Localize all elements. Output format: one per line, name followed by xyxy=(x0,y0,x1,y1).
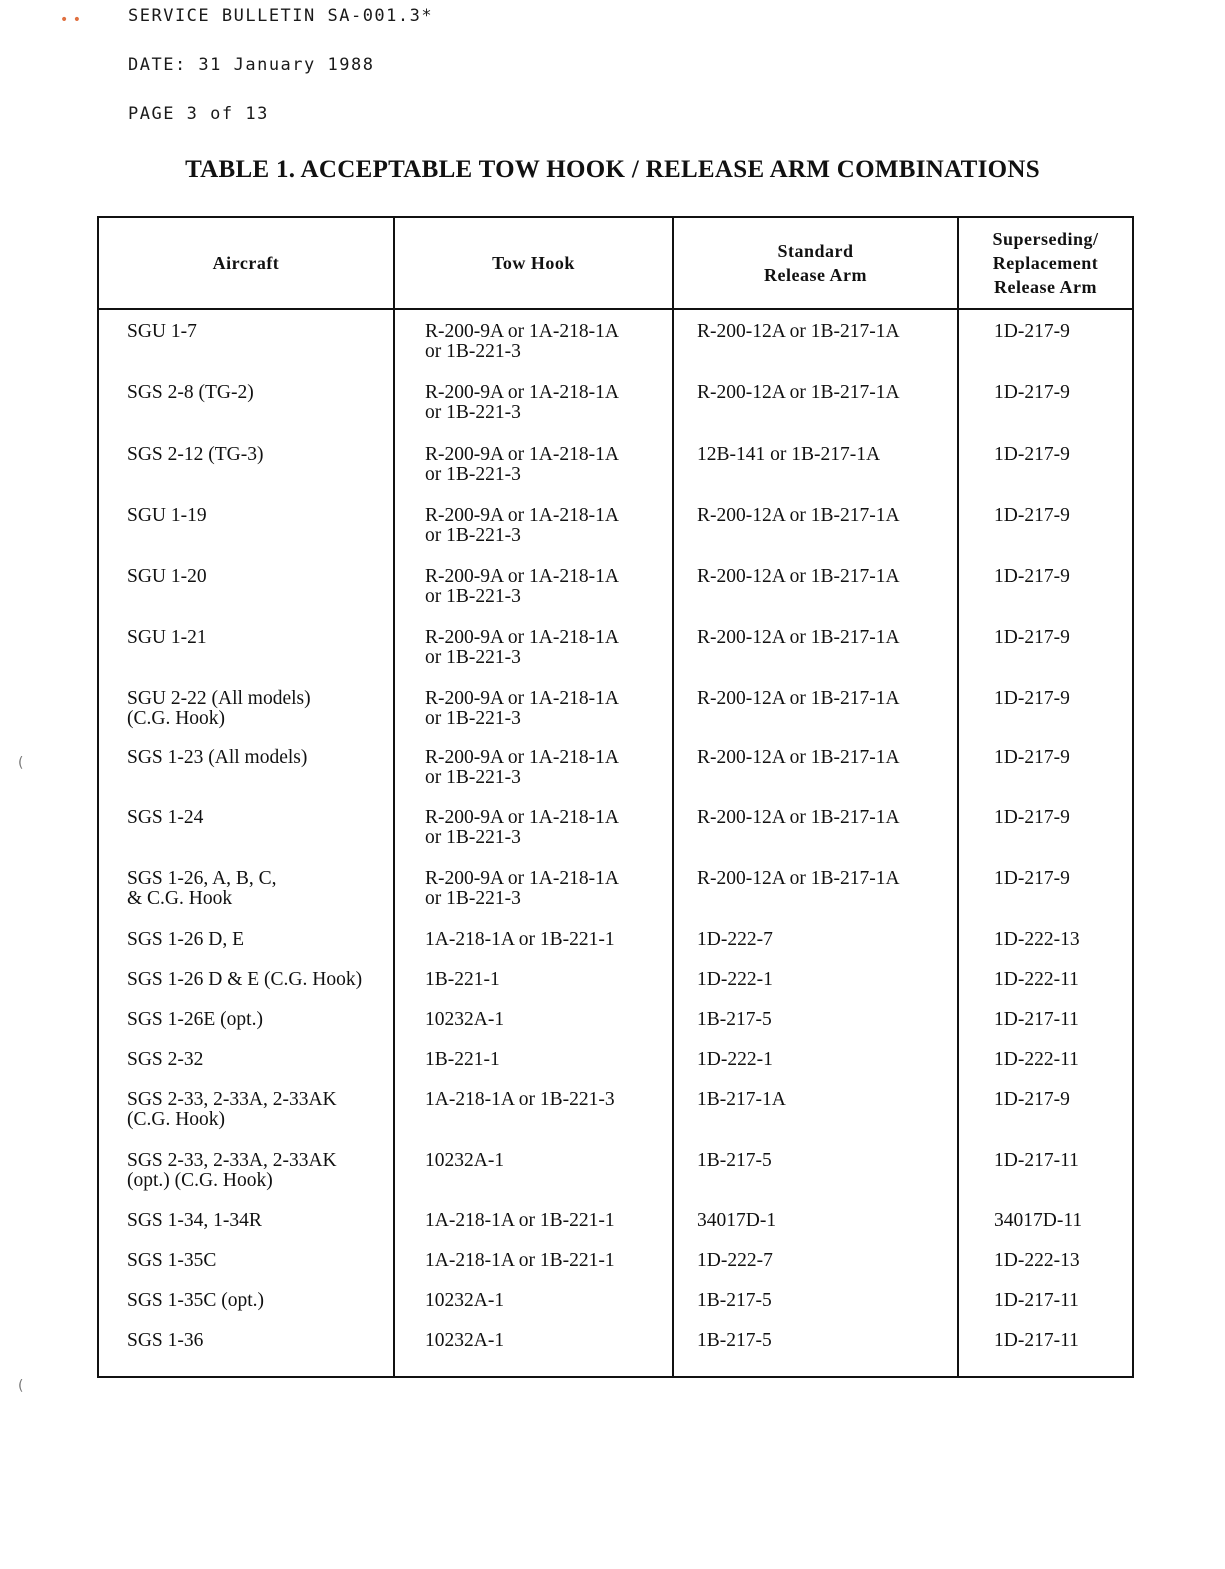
cell-tow-hook: R-200-9A or 1A-218-1A or 1B-221-3 xyxy=(425,382,619,423)
column-divider xyxy=(393,218,395,1376)
cell-tow-hook: 10232A-1 xyxy=(425,1009,505,1030)
table-title: TABLE 1. ACCEPTABLE TOW HOOK / RELEASE ARM COMBINATIONS xyxy=(185,156,1040,183)
cell-aircraft: SGS 1-26 D, E xyxy=(127,929,245,950)
cell-standard-release-arm: R-200-12A or 1B-217-1A xyxy=(697,807,900,828)
cell-standard-release-arm: 1D-222-7 xyxy=(697,929,773,950)
cell-standard-release-arm: 1D-222-7 xyxy=(697,1250,773,1271)
cell-aircraft: SGS 1-35C xyxy=(127,1250,217,1271)
cell-replacement-release-arm: 1D-217-9 xyxy=(994,321,1070,342)
cell-tow-hook: R-200-9A or 1A-218-1A or 1B-221-3 xyxy=(425,505,619,546)
cell-aircraft: SGU 1-20 xyxy=(127,566,207,587)
cell-tow-hook: 1A-218-1A or 1B-221-1 xyxy=(425,929,615,950)
cell-tow-hook: 1A-218-1A or 1B-221-3 xyxy=(425,1089,615,1110)
column-header-tow-hook: Tow Hook xyxy=(492,253,575,273)
cell-standard-release-arm: R-200-12A or 1B-217-1A xyxy=(697,505,900,526)
cell-replacement-release-arm: 1D-217-9 xyxy=(994,868,1070,889)
cell-replacement-release-arm: 1D-217-11 xyxy=(994,1290,1079,1311)
cell-tow-hook: R-200-9A or 1A-218-1A or 1B-221-3 xyxy=(425,807,619,848)
scan-speck: • • xyxy=(60,12,81,28)
cell-aircraft: SGS 2-33, 2-33A, 2-33AK (opt.) (C.G. Hook) xyxy=(127,1150,337,1191)
cell-standard-release-arm: R-200-12A or 1B-217-1A xyxy=(697,321,900,342)
cell-replacement-release-arm: 1D-217-9 xyxy=(994,505,1070,526)
cell-aircraft: SGS 1-23 (All models) xyxy=(127,747,308,768)
cell-standard-release-arm: R-200-12A or 1B-217-1A xyxy=(697,627,900,648)
cell-replacement-release-arm: 1D-217-9 xyxy=(994,382,1070,403)
cell-tow-hook: R-200-9A or 1A-218-1A or 1B-221-3 xyxy=(425,444,619,485)
combinations-table xyxy=(97,216,1134,1378)
cell-aircraft: SGS 2-32 xyxy=(127,1049,204,1070)
cell-aircraft: SGS 2-33, 2-33A, 2-33AK (C.G. Hook) xyxy=(127,1089,337,1130)
cell-aircraft: SGU 1-21 xyxy=(127,627,207,648)
cell-aircraft: SGS 2-12 (TG-3) xyxy=(127,444,264,465)
cell-standard-release-arm: 1B-217-5 xyxy=(697,1150,772,1171)
cell-standard-release-arm: R-200-12A or 1B-217-1A xyxy=(697,747,900,768)
scan-speck: ( xyxy=(18,755,24,771)
cell-tow-hook: R-200-9A or 1A-218-1A or 1B-221-3 xyxy=(425,747,619,788)
cell-tow-hook: 1A-218-1A or 1B-221-1 xyxy=(425,1210,615,1231)
cell-standard-release-arm: R-200-12A or 1B-217-1A xyxy=(697,382,900,403)
cell-tow-hook: R-200-9A or 1A-218-1A or 1B-221-3 xyxy=(425,321,619,362)
cell-replacement-release-arm: 1D-222-11 xyxy=(994,969,1079,990)
cell-standard-release-arm: 1B-217-5 xyxy=(697,1330,772,1351)
cell-tow-hook: R-200-9A or 1A-218-1A or 1B-221-3 xyxy=(425,688,619,729)
cell-standard-release-arm: 1D-222-1 xyxy=(697,1049,773,1070)
header-divider xyxy=(99,308,1132,310)
cell-tow-hook: R-200-9A or 1A-218-1A or 1B-221-3 xyxy=(425,566,619,607)
column-header-standard-release-arm: Standard Release Arm xyxy=(764,241,867,285)
cell-standard-release-arm: R-200-12A or 1B-217-1A xyxy=(697,566,900,587)
cell-replacement-release-arm: 1D-217-9 xyxy=(994,566,1070,587)
column-header-replacement-release-arm: Superseding/ Replacement Release Arm xyxy=(992,229,1099,297)
cell-tow-hook: 1A-218-1A or 1B-221-1 xyxy=(425,1250,615,1271)
cell-replacement-release-arm: 1D-217-11 xyxy=(994,1150,1079,1171)
cell-replacement-release-arm: 34017D-11 xyxy=(994,1210,1083,1231)
cell-tow-hook: 10232A-1 xyxy=(425,1330,505,1351)
cell-aircraft: SGS 1-26E (opt.) xyxy=(127,1009,263,1030)
cell-standard-release-arm: 1B-217-1A xyxy=(697,1089,786,1110)
scan-speck: ( xyxy=(18,1378,24,1394)
cell-tow-hook: 10232A-1 xyxy=(425,1290,505,1311)
cell-replacement-release-arm: 1D-222-13 xyxy=(994,929,1080,950)
cell-standard-release-arm: 34017D-1 xyxy=(697,1210,777,1231)
cell-aircraft: SGU 2-22 (All models) (C.G. Hook) xyxy=(127,688,311,729)
cell-tow-hook: 1B-221-1 xyxy=(425,1049,500,1070)
cell-aircraft: SGU 1-7 xyxy=(127,321,197,342)
cell-replacement-release-arm: 1D-217-9 xyxy=(994,807,1070,828)
cell-replacement-release-arm: 1D-222-11 xyxy=(994,1049,1079,1070)
cell-replacement-release-arm: 1D-217-9 xyxy=(994,747,1070,768)
column-header-aircraft: Aircraft xyxy=(212,253,280,273)
cell-standard-release-arm: R-200-12A or 1B-217-1A xyxy=(697,868,900,889)
cell-aircraft: SGS 1-36 xyxy=(127,1330,204,1351)
cell-standard-release-arm: 1B-217-5 xyxy=(697,1290,772,1311)
cell-tow-hook: 10232A-1 xyxy=(425,1150,505,1171)
cell-aircraft: SGS 1-26 D & E (C.G. Hook) xyxy=(127,969,363,990)
cell-replacement-release-arm: 1D-217-9 xyxy=(994,1089,1070,1110)
cell-tow-hook: R-200-9A or 1A-218-1A or 1B-221-3 xyxy=(425,627,619,668)
cell-tow-hook: 1B-221-1 xyxy=(425,969,500,990)
cell-aircraft: SGS 1-26, A, B, C, & C.G. Hook xyxy=(127,868,277,909)
cell-standard-release-arm: 12B-141 or 1B-217-1A xyxy=(697,444,881,465)
cell-replacement-release-arm: 1D-217-11 xyxy=(994,1009,1079,1030)
cell-replacement-release-arm: 1D-217-9 xyxy=(994,688,1070,709)
cell-replacement-release-arm: 1D-217-9 xyxy=(994,444,1070,465)
cell-aircraft: SGS 2-8 (TG-2) xyxy=(127,382,254,403)
cell-standard-release-arm: 1D-222-1 xyxy=(697,969,773,990)
bulletin-number: SERVICE BULLETIN SA-001.3* xyxy=(128,6,434,26)
cell-standard-release-arm: 1B-217-5 xyxy=(697,1009,772,1030)
column-divider xyxy=(957,218,959,1376)
bulletin-date: DATE: 31 January 1988 xyxy=(128,55,375,75)
cell-tow-hook: R-200-9A or 1A-218-1A or 1B-221-3 xyxy=(425,868,619,909)
cell-replacement-release-arm: 1D-217-11 xyxy=(994,1330,1079,1351)
cell-replacement-release-arm: 1D-222-13 xyxy=(994,1250,1080,1271)
cell-aircraft: SGS 1-35C (opt.) xyxy=(127,1290,265,1311)
cell-aircraft: SGS 1-24 xyxy=(127,807,204,828)
cell-aircraft: SGS 1-34, 1-34R xyxy=(127,1210,262,1231)
page-number: PAGE 3 of 13 xyxy=(128,104,269,124)
cell-replacement-release-arm: 1D-217-9 xyxy=(994,627,1070,648)
cell-aircraft: SGU 1-19 xyxy=(127,505,207,526)
cell-standard-release-arm: R-200-12A or 1B-217-1A xyxy=(697,688,900,709)
